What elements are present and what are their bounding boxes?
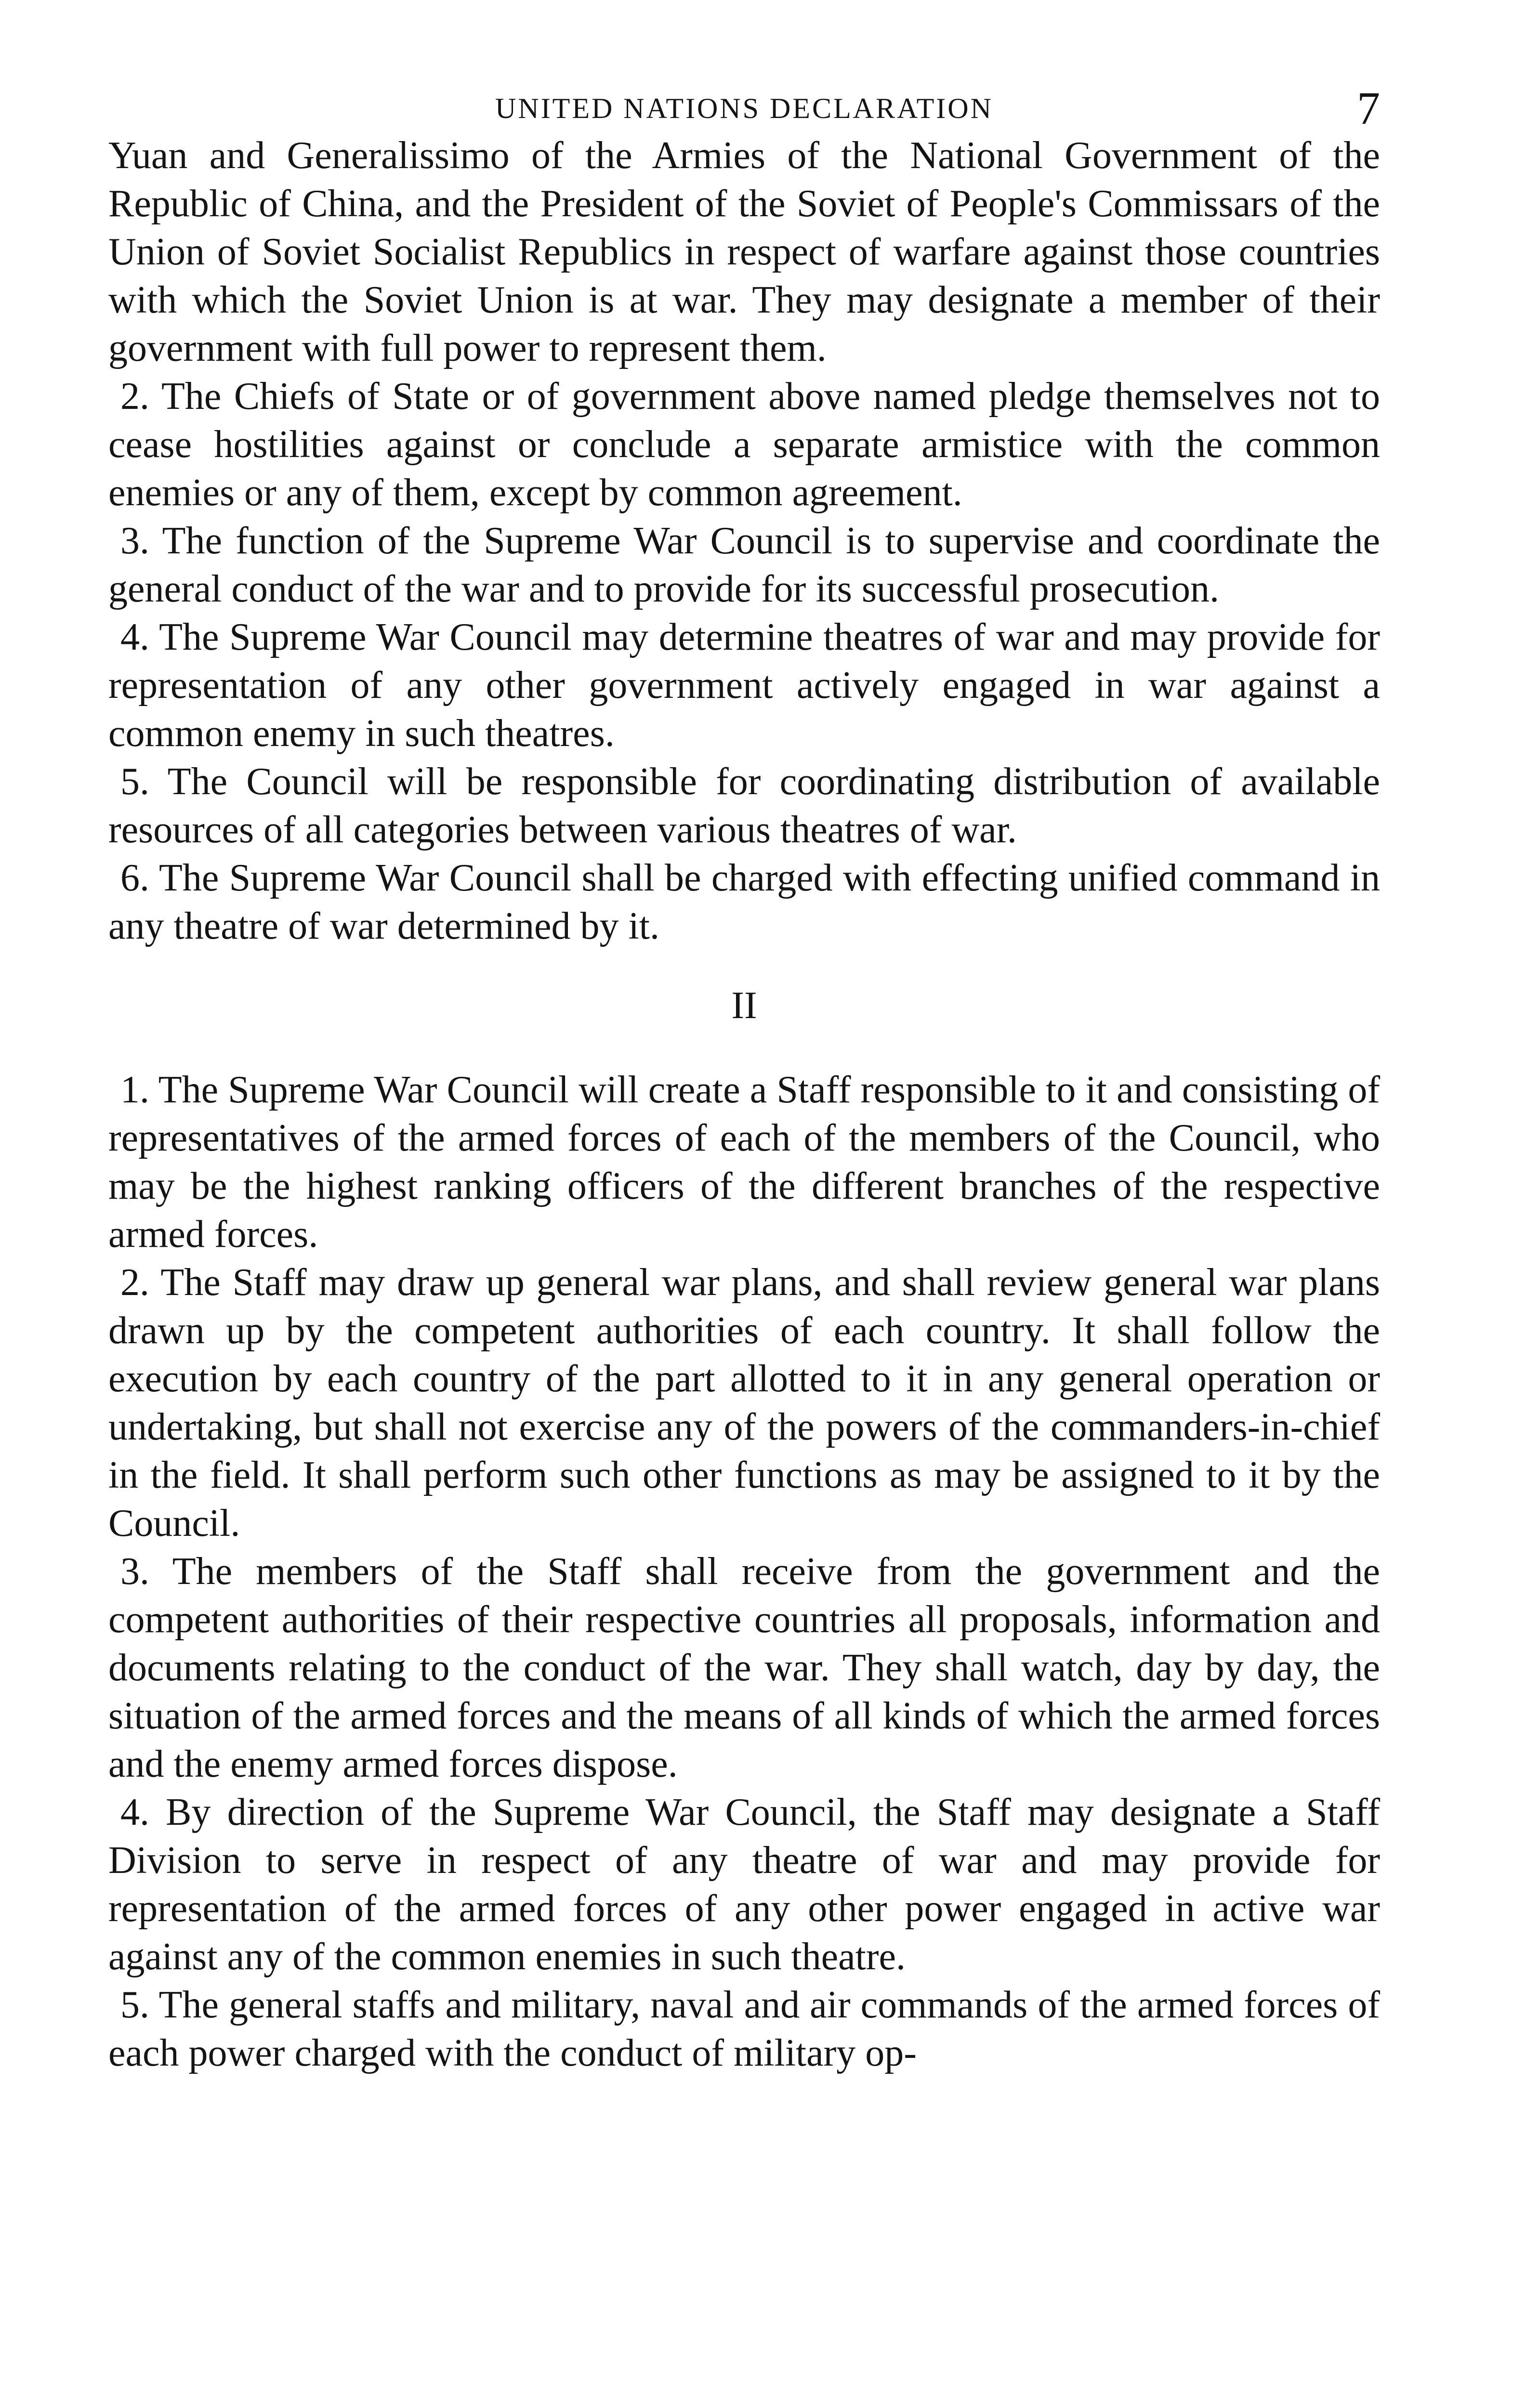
continuation-paragraph: Yuan and Generalissimo of the Armies of the National Government of the Republic of China, and the President of the Soviet of People's Commissars of the Union of Soviet Socialist Republics in respect of warfare against those countries with which the Soviet Union is at war. They may designate a member of their government with full power to represent them. [108, 134, 1380, 369]
page-number: 7 [1357, 82, 1380, 134]
paragraph-2-1: 1. The Supreme War Council will create a Staff responsible to it and consisting of representatives of the armed forces of each of the members of the Council, who may be the highest ranking officers of the different branches of the respective armed forces. [108, 1069, 1380, 1256]
section-one [108, 131, 1380, 950]
paragraph-2-2: 2. The Staff may draw up general war plans, and shall review general war plans drawn up by the competent authorities of each country. It shall follow the execution by each country of the part allotted to it in any general operation or undertaking, but shall not exercise any of the powers of the commanders-in-chief in the field. It shall perform such other functions as may be assigned to it by the Council. [108, 1261, 1380, 1544]
section-heading: II [731, 984, 757, 1027]
paragraph-1-2: 2. The Chiefs of State or of government above named pledge themselves not to cease hostilities against or conclude a separate armistice with the common enemies or any of them, except by common agreement. [108, 375, 1380, 514]
paragraph-1-3: 3. The function of the Supreme War Council is to supervise and coordinate the general conduct of the war and to provide for its successful prosecution. [108, 520, 1380, 610]
paragraph-1-5: 5. The Council will be responsible for coordinating distribution of available resources of all categories between various theatres of war. [108, 760, 1380, 851]
running-head [108, 82, 1380, 135]
paragraph-1-6: 6. The Supreme War Council shall be charged with effecting unified command in any theatre of war determined by it. [108, 857, 1380, 947]
paragraph-1-4: 4. The Supreme War Council may determine theatres of war and may provide for representation of any other government actively engaged in war against a common enemy in such theatres. [108, 616, 1380, 755]
document-page [108, 82, 1380, 2077]
running-title: UNITED NATIONS DECLARATION [495, 92, 993, 124]
paragraph-2-5: 5. The general staffs and military, naval and air commands of the armed forces of each power charged with the conduct of military op- [108, 1984, 1380, 2074]
paragraph-2-4: 4. By direction of the Supreme War Council, the Staff may designate a Staff Division to serve in respect of any theatre of war and may provide for representation of the armed forces of any other power engaged in active war against any of the common enemies in such theatre. [108, 1791, 1380, 1978]
section-two [108, 1066, 1380, 2077]
paragraph-2-3: 3. The members of the Staff shall receive from the government and the competent authorities of their respective countries all proposals, information and documents relating to the conduct of the war. They shall watch, day by day, the situation of the armed forces and the means of all kinds of which the armed forces and the enemy armed forces dispose. [108, 1550, 1380, 1785]
